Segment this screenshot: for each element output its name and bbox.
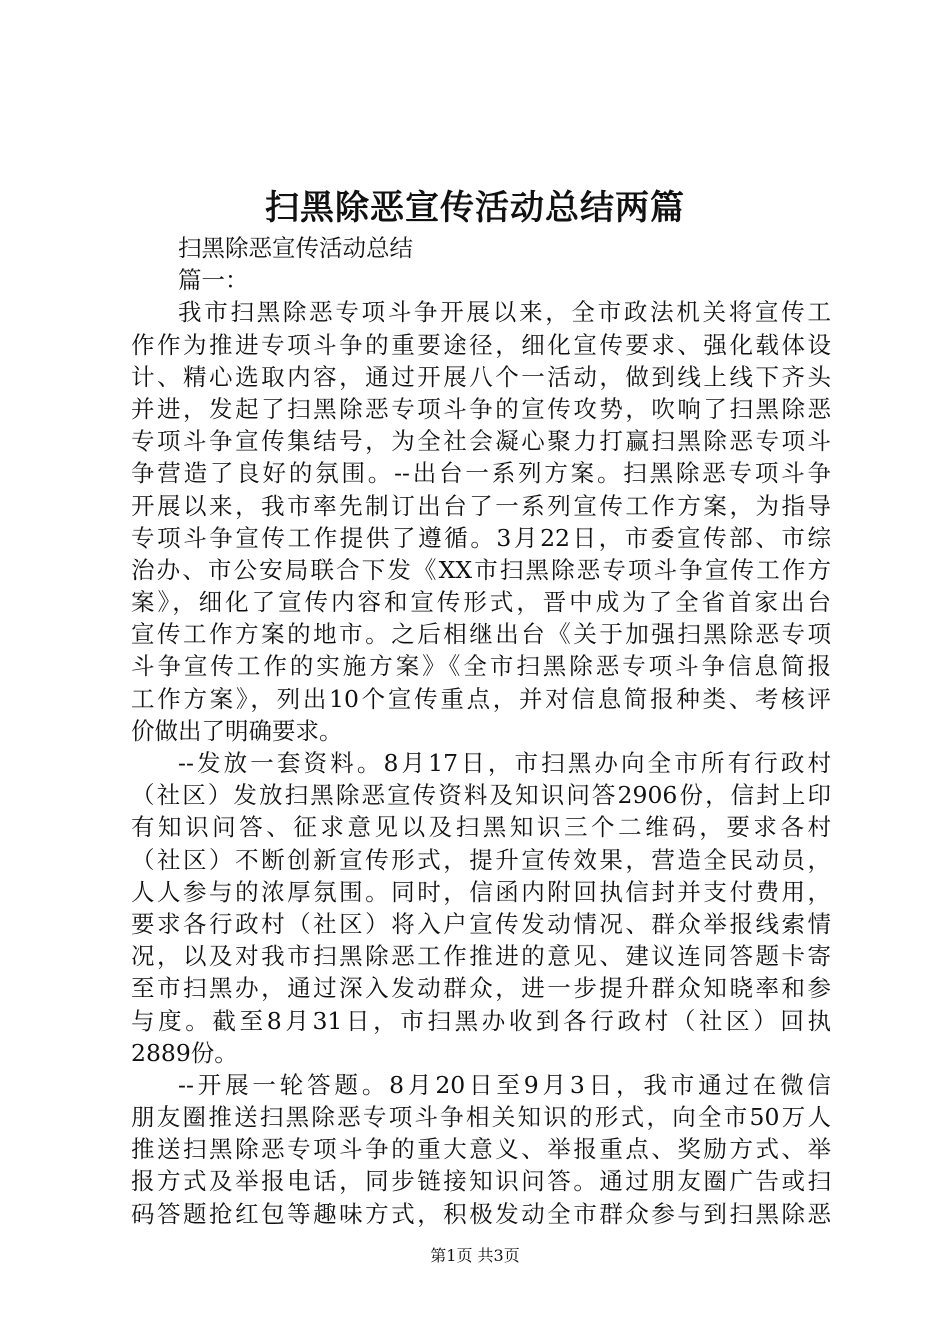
text-line: 治办、市公安局联合下发《XX市扫黑除恶专项斗争宣传工作方 [131, 555, 831, 584]
text-line: 专项斗争宣传工作提供了遵循。3月22日，市委宣传部、市综 [131, 523, 831, 552]
text-line: 开展以来，我市率先制订出台了一系列宣传工作方案，为指导 [131, 491, 831, 520]
document-body [131, 232, 831, 1230]
text-line: 我市扫黑除恶专项斗争开展以来，全市政法机关将宣传工 [178, 298, 831, 327]
text-line: 况，以及对我市扫黑除恶工作推进的意见、建议连同答题卡寄 [131, 942, 831, 971]
text-line: --开展一轮答题。8月20日至9月3日，我市通过在微信 [178, 1070, 831, 1099]
section-label: 篇一： [178, 266, 249, 295]
text-line: （社区）不断创新宣传形式，提升宣传效果，营造全民动员， [131, 845, 831, 874]
subtitle-line: 扫黑除恶宣传活动总结 [178, 234, 413, 262]
body-text [131, 296, 831, 1229]
text-line: 朋友圈推送扫黑除恶专项斗争相关知识的形式，向全市50万人 [131, 1103, 831, 1132]
text-line: 价做出了明确要求。 [131, 716, 343, 745]
text-line: 人人参与的浓厚氛围。同时，信函内附回执信封并支付费用， [131, 877, 831, 906]
text-line: 作作为推进专项斗争的重要途径，细化宣传要求、强化载体设 [131, 330, 831, 359]
page-footer: 第1页 共3页 [430, 1246, 520, 1265]
text-line: 专项斗争宣传集结号，为全社会凝心聚力打赢扫黑除恶专项斗 [131, 427, 831, 456]
text-line: 与度。截至8月31日，市扫黑办收到各行政村（社区）回执 [131, 1006, 831, 1035]
text-line: 至市扫黑办，通过深入发动群众，进一步提升群众知晓率和参 [131, 974, 831, 1003]
text-line: 报方式及举报电话，同步链接知识问答。通过朋友圈广告或扫 [131, 1167, 831, 1196]
text-line: 有知识问答、征求意见以及扫黑知识三个二维码，要求各村 [131, 813, 831, 842]
text-line: 宣传工作方案的地市。之后相继出台《关于加强扫黑除恶专项 [131, 620, 831, 649]
text-line: 推送扫黑除恶专项斗争的重大意义、举报重点、奖励方式、举 [131, 1135, 831, 1164]
text-line: 案》，细化了宣传内容和宣传形式，晋中成为了全省首家出台 [131, 588, 831, 617]
text-line: 码答题抢红包等趣味方式，积极发动全市群众参与到扫黑除恶 [131, 1199, 831, 1228]
document-title: 扫黑除恶宣传活动总结两篇 [265, 188, 685, 228]
text-line: 争营造了良好的氛围。--出台一系列方案。扫黑除恶专项斗争 [131, 459, 831, 488]
text-line: 2889份。 [131, 1038, 238, 1067]
text-line: 要求各行政村（社区）将入户宣传发动情况、群众举报线索情 [131, 909, 831, 938]
text-line: 工作方案》，列出10个宣传重点，并对信息简报种类、考核评 [131, 684, 831, 713]
text-line: （社区）发放扫黑除恶宣传资料及知识问答2906份，信封上印 [131, 781, 831, 810]
text-line: 斗争宣传工作的实施方案》《全市扫黑除恶专项斗争信息简报 [131, 652, 831, 681]
text-line: 计、精心选取内容，通过开展八个一活动，做到线上线下齐头 [131, 362, 831, 391]
text-line: --发放一套资料。8月17日，市扫黑办向全市所有行政村 [178, 749, 831, 777]
text-line: 并进，发起了扫黑除恶专项斗争的宣传攻势，吹响了扫黑除恶 [131, 394, 831, 423]
